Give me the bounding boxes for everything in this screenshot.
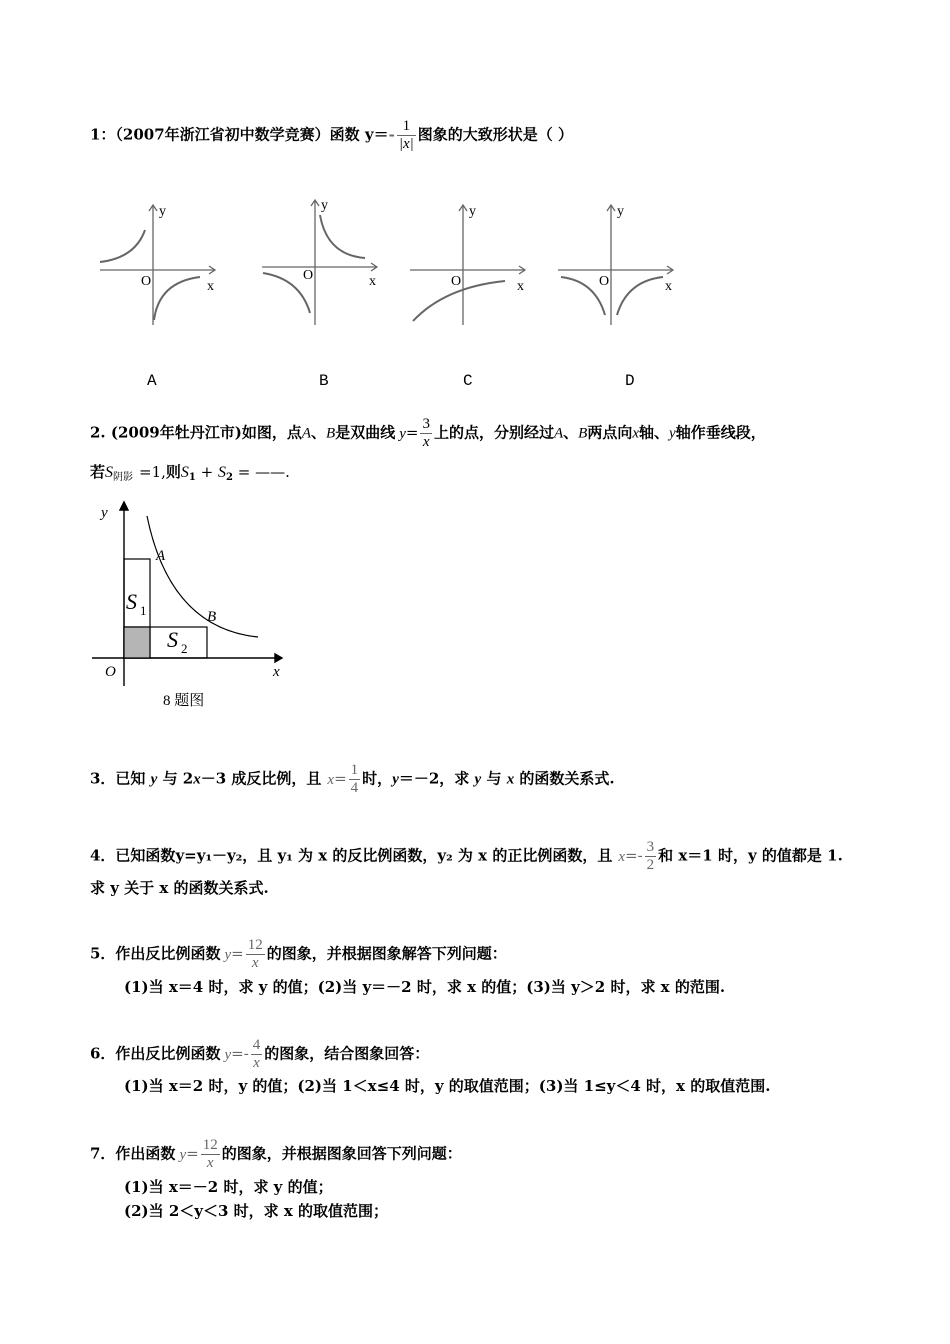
choice-a-label: A — [147, 372, 157, 390]
svg-text:y: y — [321, 198, 328, 213]
svg-text:8 题图: 8 题图 — [163, 693, 205, 709]
graph-a — [100, 205, 215, 325]
q5-fraction: $\frac{12}{x}$ — [247, 937, 263, 971]
q7-text-line2: (1)当 x＝－2 时，求 y 的值； — [124, 1178, 333, 1196]
svg-text:y: y — [469, 204, 476, 219]
svg-text:2: 2 — [181, 641, 188, 656]
choice-c-label: C — [463, 372, 473, 390]
q2-text-line1: 2. (2009年牡丹江市)如图，点A、B是双曲线 y= $\frac{3}{x}$ 上的点，分别经过A、B两点向x轴、y轴作垂线段， — [90, 416, 766, 450]
svg-text:y: y — [101, 505, 108, 521]
svg-text:S: S — [167, 627, 178, 652]
q6-text-line2: (1)当 x＝2 时，y 的值；(2)当 1＜x≤4 时，y 的取值范围；(3)当 1≤y＜4 时，x 的取值范围. — [124, 1077, 771, 1095]
q1-fraction: $\frac{1}{|x|}$ — [398, 118, 414, 152]
q4-text-line1: 4．已知函数y=y₁－y₂，且 y₁ 为 x 的反比例函数，y₂ 为 x 的正比例函数，且 x=- $\frac{3}{2}$ 和 x＝1 时，y 的值都是 1. — [90, 839, 843, 873]
q7-fraction: $\frac{12}{x}$ — [202, 1137, 218, 1171]
svg-text:O: O — [105, 664, 116, 680]
q6-text-line1: 6．作出反比例函数 y=- $\frac{4}{x}$ 的图象，结合图象回答： — [90, 1037, 430, 1071]
q2-figure — [90, 498, 310, 718]
svg-text:S: S — [126, 589, 137, 614]
svg-text:x: x — [517, 279, 524, 294]
graph-b — [262, 200, 377, 325]
svg-text:x: x — [665, 279, 672, 294]
svg-text:x: x — [369, 274, 376, 289]
svg-text:O: O — [451, 274, 462, 289]
q2-fraction: $\frac{3}{x}$ — [422, 416, 430, 450]
q1-graphs — [95, 195, 695, 335]
svg-text:B: B — [207, 609, 217, 625]
q5-text-line2: (1)当 x＝4 时，求 y 的值；(2)当 y＝－2 时，求 x 的值；(3)当 y＞2 时，求 x 的范围. — [124, 978, 726, 996]
q5-text-line1: 5．作出反比例函数 y= $\frac{12}{x}$ 的图象，并根据图象解答下列问题： — [90, 937, 507, 971]
q4-fraction: $\frac{3}{2}$ — [646, 839, 655, 873]
q2-text-line2: 若$S_{阴影} =1$,则$S_1 + S_2$ = ——. — [90, 463, 290, 483]
q6-fraction: $\frac{4}{x}$ — [252, 1037, 261, 1071]
q7-text-line1: 7．作出函数 y= $\frac{12}{x}$ 的图象，并根据图象回答下列问题： — [90, 1137, 462, 1171]
graph-c — [410, 205, 525, 325]
q4-text-line2: 求 y 关于 x 的函数关系式. — [90, 879, 269, 897]
graph-d — [558, 205, 673, 325]
svg-text:1: 1 — [140, 603, 147, 618]
choice-b-label: B — [319, 372, 329, 390]
choice-d-label: D — [625, 372, 635, 390]
q7-text-line3: (2)当 2＜y＜3 时，求 x 的取值范围； — [124, 1202, 389, 1220]
svg-text:x: x — [207, 279, 214, 294]
svg-text:A: A — [156, 548, 166, 564]
svg-text:x: x — [273, 664, 280, 680]
svg-text:O: O — [141, 274, 152, 289]
svg-text:O: O — [303, 268, 314, 283]
svg-text:O: O — [599, 274, 610, 289]
svg-text:y: y — [617, 204, 624, 219]
svg-text:y: y — [159, 204, 166, 219]
q1-text: 1：（2007年浙江省初中数学竞赛）函数 y＝- $\frac{1}{|x|}$ 图象的大致形状是（ ） — [90, 118, 573, 152]
q3-fraction: $\frac{1}{4}$ — [350, 762, 359, 796]
q3-text: 3．已知 y 与 2x－3 成反比例，且 x= $\frac{1}{4}$ 时，y＝－2，求 y 与 x 的函数关系式. — [90, 762, 615, 796]
